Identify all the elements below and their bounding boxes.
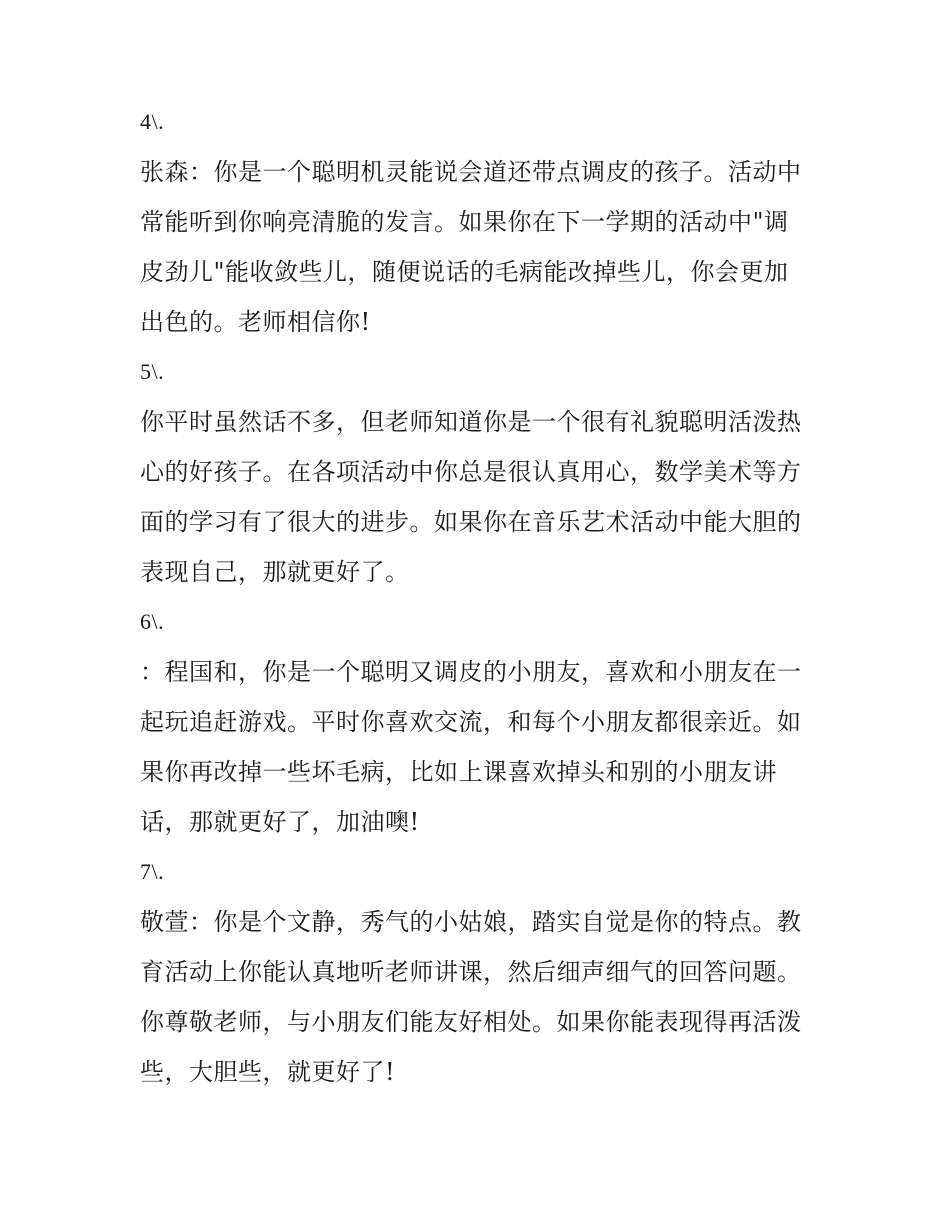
entry-text-line: 敬萱：你是个文静，秀气的小姑娘，踏实自觉是你的特点。教 [140,908,802,936]
entry-text-line: 果你再改掉一些坏毛病，比如上课喜欢掉头和别的小朋友讲 [140,758,777,786]
entry-number: 7\. [140,859,165,884]
entry-number: 6\. [140,609,165,634]
entry-text-line: 表现自己，那就更好了。 [140,558,410,586]
entry-number: 4\. [140,109,165,134]
entry-number: 5\. [140,359,165,384]
entry-text-line: 起玩追赶游戏。平时你喜欢交流，和每个小朋友都很亲近。如 [140,708,802,736]
entry-text-line: 皮劲儿"能收敛些儿，随便说话的毛病能改掉些儿，你会更加 [140,258,789,286]
entry-text-line: 你平时虽然话不多，但老师知道你是一个很有礼貌聪明活泼热 [140,408,802,436]
entry-text-line: 张森：你是一个聪明机灵能说会道还带点调皮的孩子。活动中 [140,158,802,186]
entry-text-line: 你尊敬老师，与小朋友们能友好相处。如果你能表现得再活泼 [140,1008,802,1036]
entry-text-line: 话，那就更好了，加油噢! [140,808,420,836]
comment-entry-7 [140,856,812,1088]
comment-entry-5 [140,356,812,588]
entry-text-line: 心的好孩子。在各项活动中你总是很认真用心，数学美术等方 [140,458,802,486]
comment-entry-6 [140,606,812,838]
entry-text-line: 出色的。老师相信你! [140,308,371,336]
entry-text-line: 常能听到你响亮清脆的发言。如果你在下一学期的活动中"调 [140,208,789,236]
comment-entry-4 [140,106,812,338]
document-body [140,106,812,1106]
entry-text-line: 面的学习有了很大的进步。如果你在音乐艺术活动中能大胆的 [140,508,802,536]
entry-text-line: 些，大胆些，就更好了! [140,1058,396,1086]
entry-text-line: ：程国和，你是一个聪明又调皮的小朋友，喜欢和小朋友在一 [140,658,802,686]
entry-text-line: 育活动上你能认真地听老师讲课，然后细声细气的回答问题。 [140,958,802,986]
